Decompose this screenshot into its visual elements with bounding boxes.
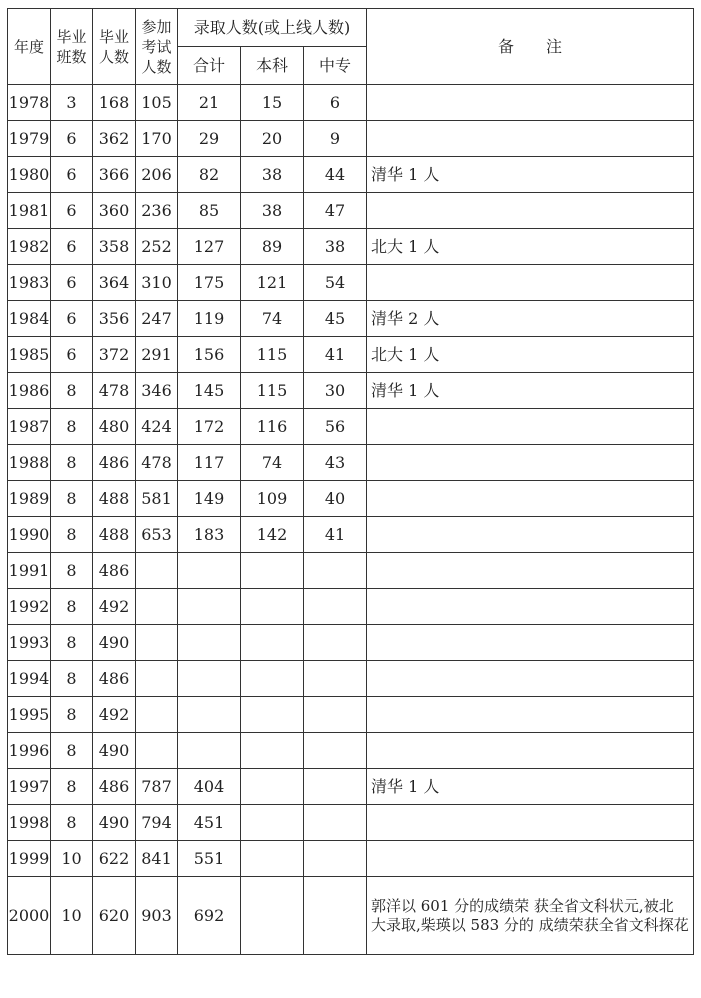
cell-classes: 10 [51,877,93,955]
cell-graduates: 490 [93,625,136,661]
cell-classes: 8 [51,445,93,481]
cell-technical: 44 [304,157,367,193]
cell-year: 1994 [8,661,51,697]
cell-total: 156 [178,337,241,373]
cell-examinees: 581 [136,481,178,517]
cell-graduates: 486 [93,445,136,481]
table-row [8,877,694,955]
cell-total [178,733,241,769]
cell-graduates: 478 [93,373,136,409]
cell-technical: 9 [304,121,367,157]
cell-examinees: 247 [136,301,178,337]
cell-note [367,805,694,841]
cell-graduates: 488 [93,481,136,517]
cell-graduates: 356 [93,301,136,337]
table-row [8,481,694,517]
cell-technical: 45 [304,301,367,337]
cell-classes: 8 [51,769,93,805]
cell-total: 85 [178,193,241,229]
cell-note [367,121,694,157]
cell-total [178,625,241,661]
table-row [8,733,694,769]
cell-classes: 8 [51,661,93,697]
cell-undergrad [241,661,304,697]
cell-technical: 56 [304,409,367,445]
table-row [8,301,694,337]
cell-note: 清华 1 人 [367,769,694,805]
cell-examinees [136,625,178,661]
cell-technical [304,625,367,661]
cell-graduates: 372 [93,337,136,373]
cell-year: 1981 [8,193,51,229]
cell-total [178,697,241,733]
cell-examinees: 653 [136,517,178,553]
cell-year: 1980 [8,157,51,193]
cell-year: 1987 [8,409,51,445]
cell-total: 117 [178,445,241,481]
cell-undergrad: 38 [241,157,304,193]
cell-classes: 6 [51,229,93,265]
cell-technical: 40 [304,481,367,517]
cell-note: 清华 1 人 [367,373,694,409]
table-row [8,193,694,229]
cell-note [367,625,694,661]
cell-classes: 6 [51,337,93,373]
table-row [8,157,694,193]
table-row [8,553,694,589]
table-row [8,265,694,301]
cell-graduates: 490 [93,805,136,841]
cell-year: 1984 [8,301,51,337]
cell-undergrad [241,769,304,805]
cell-note: 清华 1 人 [367,157,694,193]
cell-technical: 54 [304,265,367,301]
cell-total: 119 [178,301,241,337]
cell-total: 145 [178,373,241,409]
cell-classes: 6 [51,301,93,337]
table-row [8,373,694,409]
table-row [8,805,694,841]
table-row [8,697,694,733]
cell-note [367,445,694,481]
cell-classes: 8 [51,589,93,625]
cell-classes: 8 [51,409,93,445]
cell-graduates: 620 [93,877,136,955]
cell-undergrad: 116 [241,409,304,445]
cell-examinees: 291 [136,337,178,373]
cell-note [367,193,694,229]
cell-year: 1986 [8,373,51,409]
cell-note: 郭洋以 601 分的成绩荣 获全省文科状元,被北 大录取,柴瑛以 583 分的 成绩荣获全省文科探花 [367,877,694,955]
cell-total: 82 [178,157,241,193]
cell-examinees: 424 [136,409,178,445]
cell-classes: 8 [51,733,93,769]
cell-classes: 8 [51,553,93,589]
cell-classes: 8 [51,517,93,553]
cell-undergrad [241,877,304,955]
cell-examinees: 794 [136,805,178,841]
cell-note [367,85,694,121]
cell-total: 183 [178,517,241,553]
cell-graduates: 490 [93,733,136,769]
cell-undergrad: 142 [241,517,304,553]
cell-technical [304,877,367,955]
header-total: 合计 [178,47,241,85]
cell-undergrad: 20 [241,121,304,157]
cell-technical: 41 [304,517,367,553]
table-row [8,625,694,661]
cell-year: 1979 [8,121,51,157]
cell-year: 1997 [8,769,51,805]
cell-examinees [136,553,178,589]
cell-note [367,481,694,517]
cell-total: 149 [178,481,241,517]
header-year: 年度 [8,9,51,85]
cell-total [178,553,241,589]
cell-year: 1999 [8,841,51,877]
cell-year: 1998 [8,805,51,841]
cell-examinees: 310 [136,265,178,301]
cell-year: 1992 [8,589,51,625]
cell-graduates: 366 [93,157,136,193]
cell-technical: 38 [304,229,367,265]
cell-year: 2000 [8,877,51,955]
cell-graduates: 492 [93,697,136,733]
cell-technical [304,841,367,877]
cell-undergrad [241,805,304,841]
cell-undergrad [241,841,304,877]
cell-undergrad: 74 [241,445,304,481]
cell-graduates: 358 [93,229,136,265]
cell-year: 1993 [8,625,51,661]
cell-classes: 6 [51,157,93,193]
table-row [8,337,694,373]
cell-classes: 6 [51,193,93,229]
cell-classes: 8 [51,697,93,733]
cell-total: 175 [178,265,241,301]
cell-classes: 8 [51,805,93,841]
cell-undergrad: 115 [241,337,304,373]
table-row [8,121,694,157]
cell-examinees: 841 [136,841,178,877]
cell-graduates: 364 [93,265,136,301]
cell-technical: 6 [304,85,367,121]
cell-undergrad: 115 [241,373,304,409]
cell-year: 1996 [8,733,51,769]
cell-graduates: 488 [93,517,136,553]
cell-classes: 8 [51,373,93,409]
cell-technical [304,697,367,733]
cell-technical [304,805,367,841]
cell-note [367,733,694,769]
cell-note [367,553,694,589]
cell-total [178,661,241,697]
cell-total: 451 [178,805,241,841]
cell-year: 1978 [8,85,51,121]
cell-examinees: 105 [136,85,178,121]
cell-examinees: 206 [136,157,178,193]
cell-year: 1985 [8,337,51,373]
cell-examinees [136,589,178,625]
header-remarks: 备 注 [367,9,694,85]
cell-total: 404 [178,769,241,805]
table-row [8,661,694,697]
cell-note: 北大 1 人 [367,337,694,373]
cell-note [367,517,694,553]
cell-year: 1983 [8,265,51,301]
cell-note [367,589,694,625]
cell-year: 1988 [8,445,51,481]
table-row [8,841,694,877]
cell-graduates: 492 [93,589,136,625]
cell-undergrad [241,589,304,625]
cell-undergrad [241,553,304,589]
cell-technical [304,661,367,697]
cell-technical: 41 [304,337,367,373]
cell-examinees: 346 [136,373,178,409]
cell-classes: 6 [51,121,93,157]
cell-undergrad [241,697,304,733]
cell-graduates: 360 [93,193,136,229]
cell-total: 21 [178,85,241,121]
cell-note [367,697,694,733]
cell-year: 1982 [8,229,51,265]
table-row [8,229,694,265]
cell-total: 29 [178,121,241,157]
cell-note [367,661,694,697]
cell-undergrad: 89 [241,229,304,265]
cell-undergrad [241,625,304,661]
cell-examinees: 787 [136,769,178,805]
table-row [8,409,694,445]
cell-total: 692 [178,877,241,955]
cell-undergrad: 38 [241,193,304,229]
cell-technical [304,769,367,805]
cell-note [367,409,694,445]
table-row [8,85,694,121]
cell-undergrad: 109 [241,481,304,517]
cell-note [367,841,694,877]
cell-graduates: 168 [93,85,136,121]
table-row [8,517,694,553]
cell-year: 1991 [8,553,51,589]
cell-note: 北大 1 人 [367,229,694,265]
cell-examinees: 252 [136,229,178,265]
cell-classes: 3 [51,85,93,121]
header-undergrad: 本科 [241,47,304,85]
cell-graduates: 486 [93,661,136,697]
cell-examinees: 478 [136,445,178,481]
cell-note: 清华 2 人 [367,301,694,337]
cell-examinees [136,661,178,697]
cell-year: 1990 [8,517,51,553]
cell-examinees: 903 [136,877,178,955]
cell-total [178,589,241,625]
cell-total: 172 [178,409,241,445]
header-admitted-group: 录取人数(或上线人数) [178,9,367,47]
cell-graduates: 486 [93,553,136,589]
cell-graduates: 480 [93,409,136,445]
table-row [8,769,694,805]
cell-graduates: 622 [93,841,136,877]
header-row [8,9,694,47]
cell-classes: 8 [51,481,93,517]
header-classes: 毕业班数 [51,9,93,85]
cell-examinees [136,733,178,769]
cell-technical [304,553,367,589]
cell-technical: 43 [304,445,367,481]
cell-examinees [136,697,178,733]
cell-note [367,265,694,301]
cell-technical: 30 [304,373,367,409]
cell-technical [304,589,367,625]
cell-undergrad: 121 [241,265,304,301]
cell-year: 1995 [8,697,51,733]
cell-classes: 8 [51,625,93,661]
cell-technical: 47 [304,193,367,229]
cell-classes: 10 [51,841,93,877]
cell-graduates: 486 [93,769,136,805]
table-row [8,589,694,625]
header-examinees: 参加考试人数 [136,9,178,85]
cell-examinees: 170 [136,121,178,157]
cell-graduates: 362 [93,121,136,157]
header-technical: 中专 [304,47,367,85]
table-row [8,445,694,481]
cell-undergrad: 74 [241,301,304,337]
cell-year: 1989 [8,481,51,517]
cell-total: 551 [178,841,241,877]
cell-total: 127 [178,229,241,265]
cell-examinees: 236 [136,193,178,229]
header-graduates: 毕业人数 [93,9,136,85]
cell-undergrad [241,733,304,769]
admissions-table [7,8,694,955]
cell-technical [304,733,367,769]
cell-undergrad: 15 [241,85,304,121]
cell-classes: 6 [51,265,93,301]
